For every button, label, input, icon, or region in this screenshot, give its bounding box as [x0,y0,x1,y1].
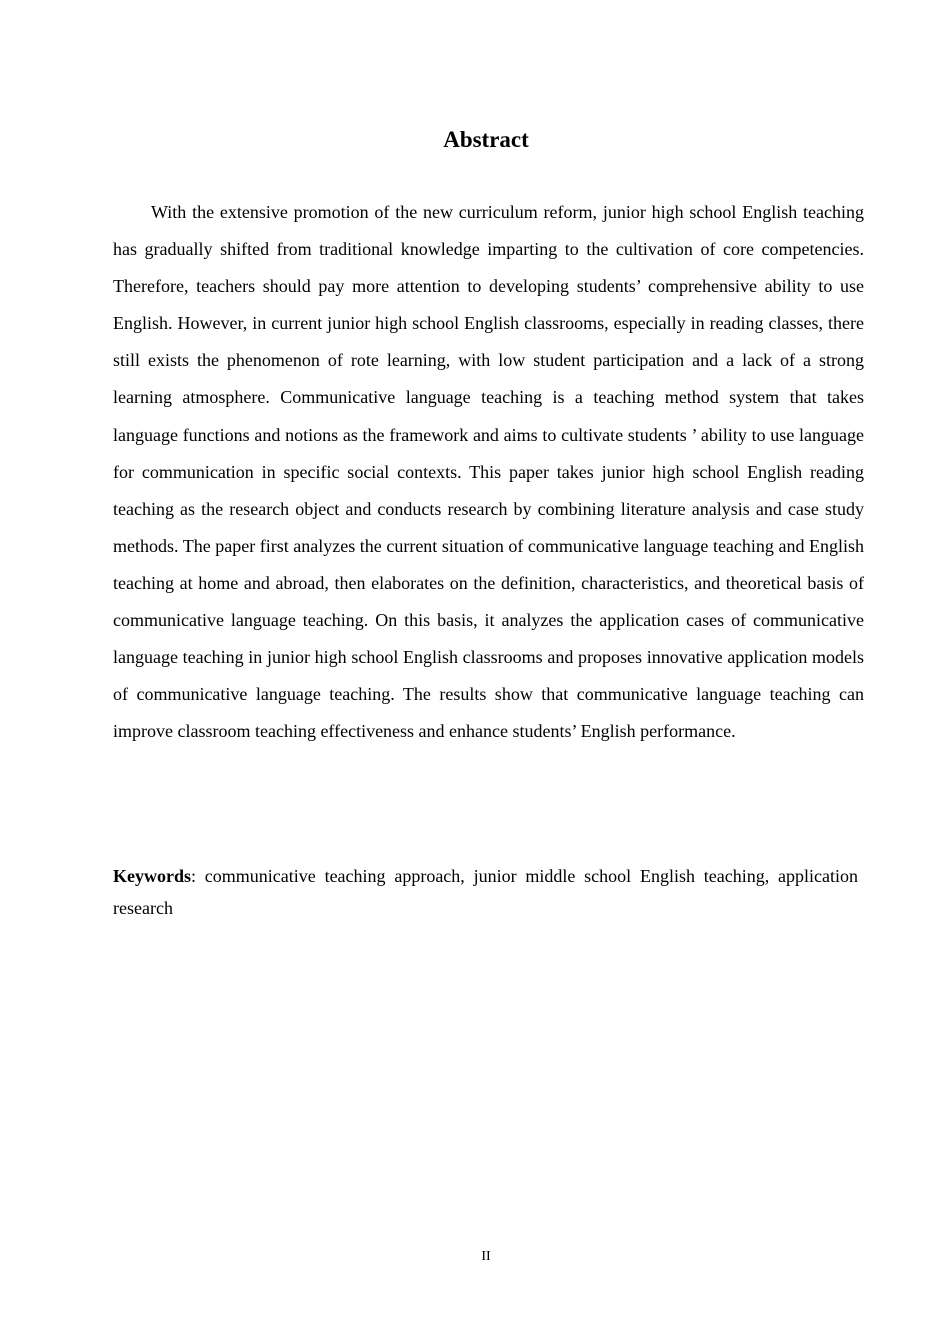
abstract-paragraph: With the extensive promotion of the new curriculum reform, junior high school English teaching has gradually shifted from traditional knowledge imparting to the cultivation of core competencies. Therefore, teachers should pay more attention to developing students’ comprehensive ability to use English. However, in current junior high school English classrooms, especially in reading classes, there still exists the phenomenon of rote learning, with low student participation and a lack of a strong learning atmosphere. Communicative language teaching is a teaching method system that takes language functions and notions as the framework and aims to cultivate students ’ ability to use language for communication in specific social contexts. This paper takes junior high school English reading teaching as the research object and conducts research by combining literature analysis and case study methods. The paper first analyzes the current situation of communicative language teaching and English teaching at home and abroad, then elaborates on the definition, characteristics, and theoretical basis of communicative language teaching. On this basis, it analyzes the application cases of communicative language teaching in junior high school English classrooms and proposes innovative application models of communicative language teaching. The results show that communicative language teaching can improve classroom teaching effectiveness and enhance students’ English performance. [113,202,864,742]
keywords-text: communicative teaching approach, junior middle school English teaching, application research [113,866,858,918]
page-number: II [481,1249,491,1264]
keywords-line [113,860,858,924]
abstract-title: Abstract [443,127,529,152]
keywords-label: Keywords [113,866,191,886]
keywords-separator: : [191,866,197,886]
